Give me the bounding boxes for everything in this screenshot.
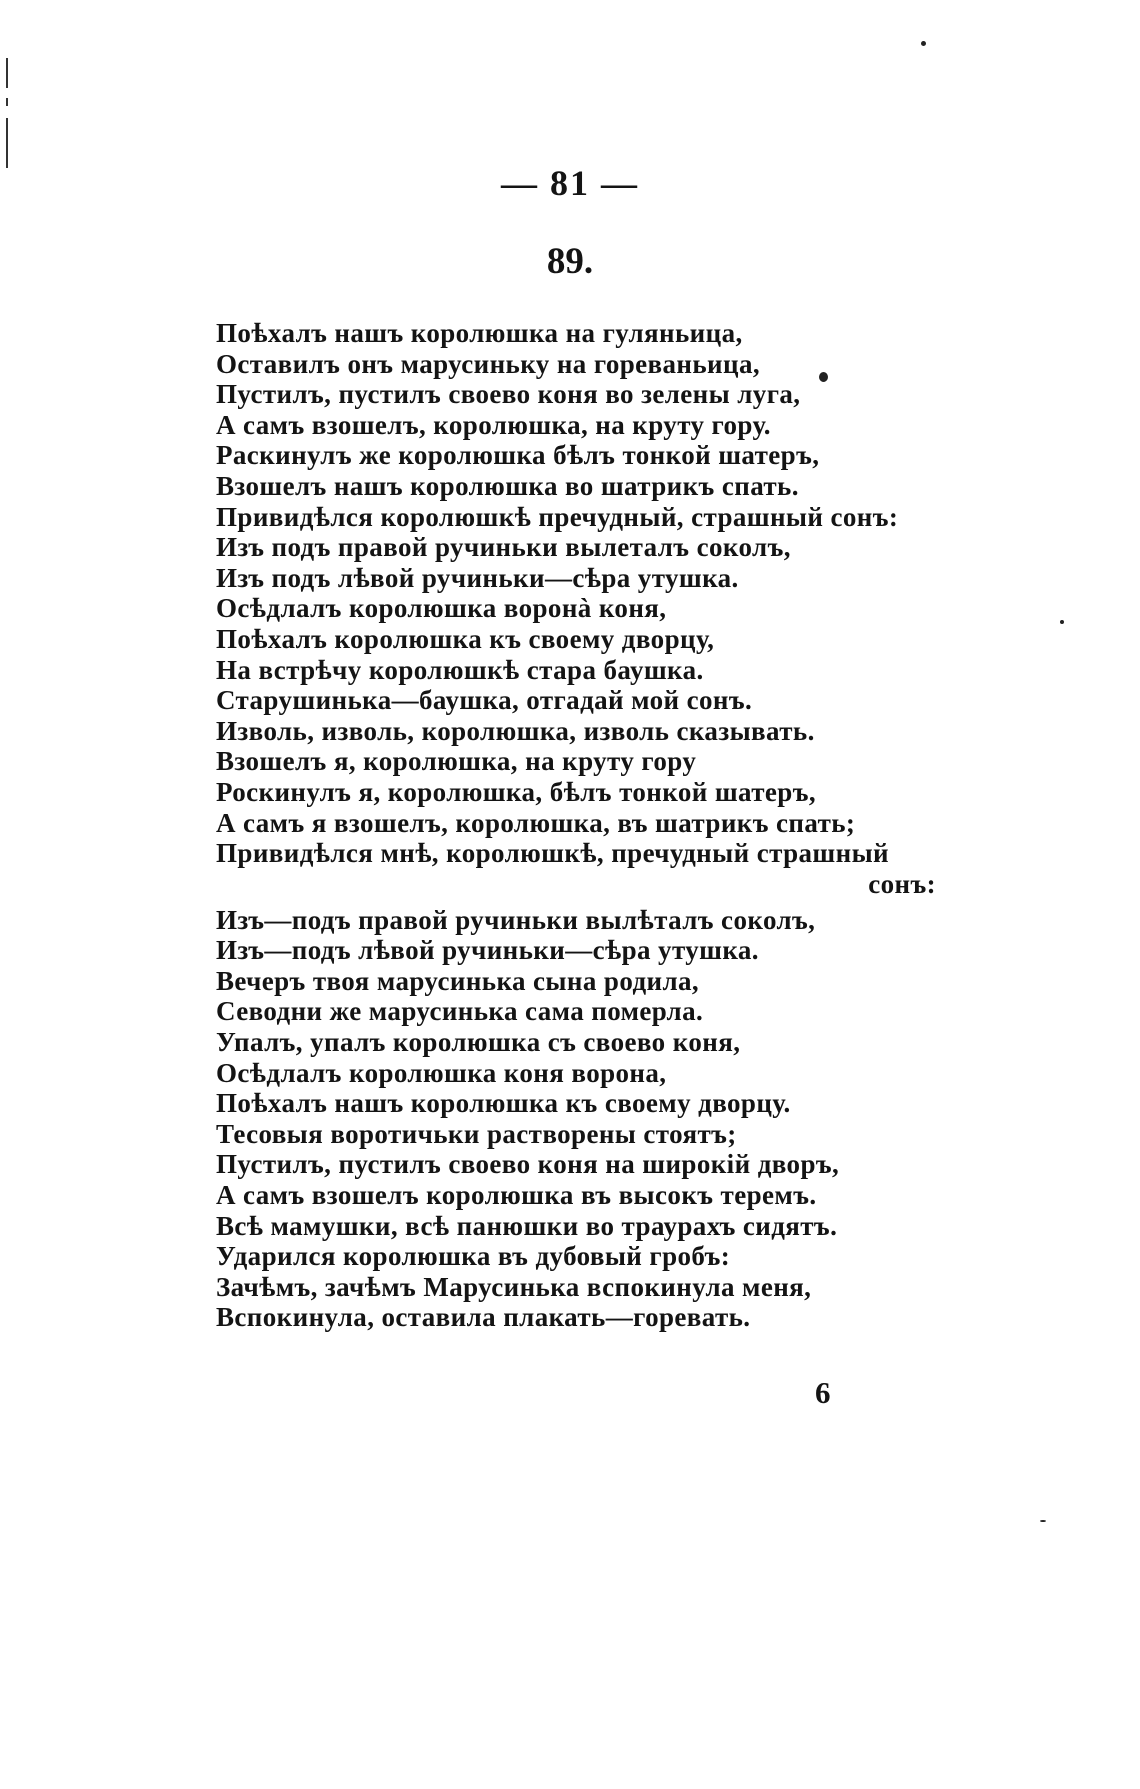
poem-line: Изволь, изволь, королюшка, изволь сказывать.	[216, 715, 815, 746]
poem-line: А самъ взошелъ королюшка въ высокъ теремъ.	[216, 1180, 817, 1211]
poem-line: Взошелъ нашъ королюшка во шатрикъ спать.	[216, 470, 799, 501]
page-number: — 81 —	[501, 163, 639, 203]
poem-line-continuation: сонъ:	[868, 868, 936, 899]
poem-line: Оставилъ онъ марусиньку на гореваньица,	[216, 348, 761, 379]
poem-line: Взошелъ я, королюшка, на круту гору	[216, 746, 697, 777]
poem-line: А самъ я взошелъ, королюшка, въ шатрикъ спать;	[216, 807, 856, 838]
scan-edge-mark	[6, 98, 8, 106]
poem-line: Раскинулъ же королюшка бѣлъ тонкой шатеръ,	[216, 440, 820, 471]
poem-line: Зачѣмъ, зачѣмъ Марусинька вспокинула меня,	[216, 1271, 812, 1302]
signature-mark: 6	[815, 1375, 831, 1410]
poem-line: Всѣ мамушки, всѣ панюшки во траурахъ сидятъ.	[216, 1210, 838, 1241]
ink-speck	[921, 41, 926, 46]
poem-line: Тесовыя воротичьки растворены стоятъ;	[216, 1118, 737, 1149]
scan-edge-mark	[6, 118, 8, 168]
poem-line: Старушинька—баушка, отгадай мой сонъ.	[216, 685, 753, 716]
ink-speck	[1040, 1520, 1046, 1522]
poem-line: Вечеръ твоя марусинька сына родила,	[216, 965, 700, 996]
poem-line: Изъ подъ лѣвой ручиньки—сѣра утушка.	[216, 562, 739, 593]
poem-line: Привидѣлся королюшкѣ пречудный, страшный сонъ:	[216, 501, 899, 532]
poem-line: Упалъ, упалъ королюшка съ своево коня,	[216, 1027, 741, 1058]
poem-line: Роскинулъ я, королюшка, бѣлъ тонкой шатеръ,	[216, 776, 816, 807]
poem-line: Поѣхалъ нашъ королюшка къ своему дворцу.	[216, 1088, 791, 1119]
poem-line: Изъ—подъ правой ручиньки вылѣталъ соколъ,	[216, 904, 816, 935]
poem-line: Изъ—подъ лѣвой ручиньки—сѣра утушка.	[216, 935, 759, 966]
song-number: 89.	[546, 241, 594, 282]
scan-edge-mark	[6, 58, 8, 88]
poem-line: На встрѣчу королюшкѣ стара баушка.	[216, 654, 704, 685]
ink-speck	[1060, 620, 1064, 624]
poem-line: Осѣдлалъ королюшка коня ворона,	[216, 1057, 667, 1088]
poem-line: А самъ взошелъ, королюшка, на круту гору.	[216, 409, 771, 440]
poem-line: Ударился королюшка въ дубовый гробъ:	[216, 1241, 731, 1272]
poem-line: Привидѣлся мнѣ, королюшкѣ, пречудный страшный	[216, 838, 890, 869]
poem-line: Поѣхалъ нашъ королюшка на гуляньица,	[216, 318, 743, 348]
poem-line: Пустилъ, пустилъ своево коня во зелены луга,	[216, 379, 801, 410]
poem-line: Осѣдлалъ королюшка воронà коня,	[216, 593, 667, 624]
poem-line: Вспокинула, оставила плакать—горевать.	[216, 1302, 751, 1333]
poem-line: Изъ подъ правой ручиньки вылеталъ соколъ,	[216, 532, 791, 563]
poem-line: Пустилъ, пустилъ своево коня на широкій дворъ,	[216, 1149, 840, 1180]
poem-text	[216, 318, 936, 1333]
poem-line: Севодни же марусинька сама померла.	[216, 996, 704, 1027]
poem-line: Поѣхалъ королюшка къ своему дворцу,	[216, 623, 715, 654]
